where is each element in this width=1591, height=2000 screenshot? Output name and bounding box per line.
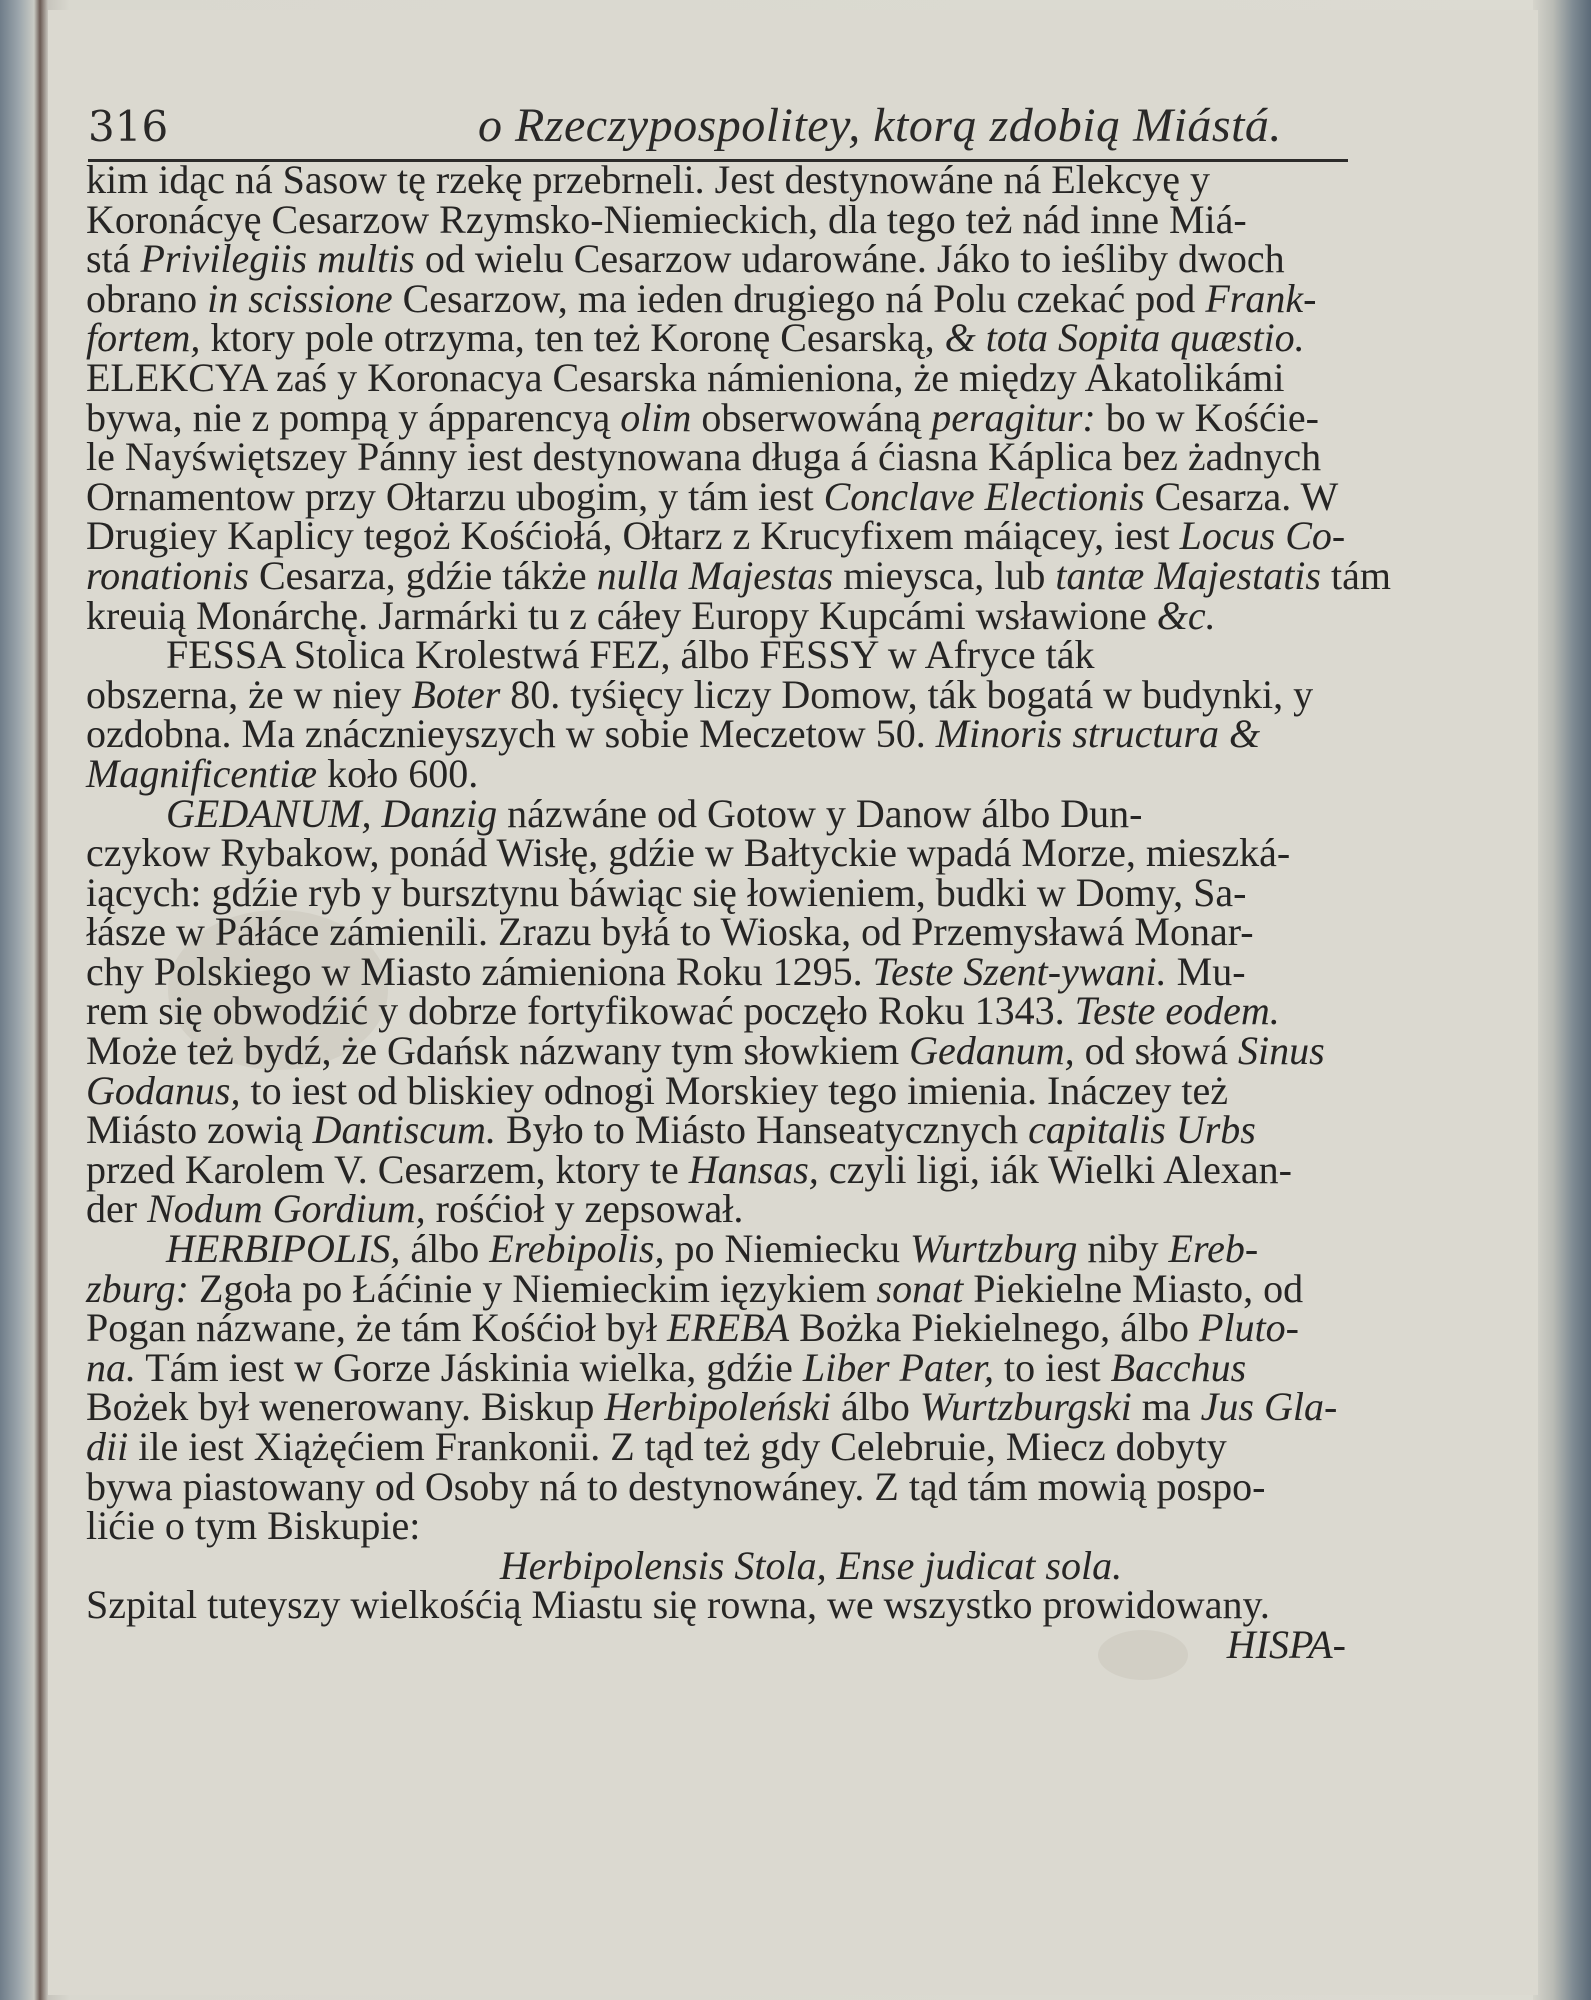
italic-text: Erebipolis, — [489, 1226, 665, 1272]
text-run: rem się obwodźić y dobrze fortyfikować poczęło Roku 1343. — [86, 988, 1075, 1034]
text-line — [86, 1424, 1536, 1469]
body-text — [86, 157, 1536, 1667]
text-line — [86, 750, 1536, 796]
text-run: ma — [1131, 1384, 1201, 1430]
italic-text: Nodum Gordium, — [147, 1186, 426, 1232]
text-run: Piekielne Miasto, od — [963, 1265, 1304, 1311]
text-run: Ornamentow przy Ołtarzu ubogim, y tám iest — [86, 473, 824, 519]
text-line — [86, 552, 1536, 598]
text-line — [86, 790, 1536, 836]
text-run: Drugiey Kaplicy tegoż Kośćiołá, Ołtarz z Krucyfixem máiącey, iest — [86, 513, 1180, 559]
book-page — [48, 10, 1538, 1995]
text-line — [86, 632, 1536, 678]
italic-text: dii — [86, 1424, 129, 1469]
text-line — [86, 830, 1536, 876]
italic-text: & tota Sopita quæstio. — [944, 315, 1305, 361]
catchword: HISPA- — [1226, 1621, 1346, 1667]
text-run: od słowá — [1074, 1028, 1238, 1074]
text-line — [86, 1582, 1536, 1628]
text-run: ELEKCYA zaś y Koronacya Cesarska námieniona, że między Akatolikámi — [86, 354, 1285, 400]
italic-text: olim — [620, 394, 692, 440]
text-line — [86, 592, 1536, 638]
text-line — [86, 1542, 1536, 1588]
text-run — [86, 791, 166, 836]
text-line — [86, 1265, 1536, 1311]
text-line — [86, 513, 1536, 559]
text-run: Mu- — [1166, 948, 1246, 994]
text-line — [86, 1107, 1536, 1153]
text-run: czyli ligi, iák Wielki Alexan- — [818, 1146, 1292, 1192]
text-line — [86, 236, 1536, 282]
italic-text: EREBA — [666, 1305, 790, 1351]
text-run: Tám iest w Gorze Jáskinia wielka, gdźie — [136, 1344, 803, 1390]
text-line — [86, 909, 1536, 955]
italic-text: &c. — [1156, 592, 1216, 638]
italic-text: Boter — [411, 671, 501, 717]
italic-text: zburg: — [86, 1265, 189, 1311]
italic-text: Wurtzburgski — [919, 1384, 1132, 1430]
text-line — [86, 394, 1536, 440]
text-run: Cesarza. W — [1144, 473, 1339, 519]
text-run — [86, 1226, 166, 1271]
text-line — [86, 275, 1536, 321]
text-run: Pogan názwane, że tám Kośćioł był — [86, 1305, 667, 1351]
italic-text: HERBIPOLIS, — [166, 1226, 401, 1272]
text-run: Cesarzow, ma ieden drugiego ná Polu czekać pod — [392, 275, 1206, 321]
text-run: lićie o tym Biskupie: — [86, 1503, 421, 1549]
italic-text: Teste eodem. — [1074, 988, 1280, 1034]
italic-text: Bacchus — [1110, 1344, 1247, 1390]
page-header — [88, 95, 1348, 162]
text-run: Szpital tuteyszy wielkośćią Miastu się rowna, we wszystko prowidowany. — [86, 1582, 1270, 1628]
italic-text: Gedanum, — [909, 1028, 1075, 1074]
italic-text: Locus Co- — [1179, 513, 1346, 559]
italic-text: Wurtzburg — [909, 1226, 1078, 1272]
italic-text: Minoris structura & — [935, 711, 1261, 757]
text-run: Koronácyę Cesarzow Rzymsko-Niemieckich, dla tego też nád inne Miá- — [86, 196, 1247, 242]
text-run: Może też bydź, że Gdańsk názwany tym słowkiem — [86, 1028, 910, 1074]
text-run: to iest — [993, 1344, 1111, 1390]
italic-text: ronationis — [86, 552, 249, 598]
italic-text: Pluto- — [1199, 1305, 1299, 1351]
text-run: ile iest Xiążęćiem Frankonii. Z tąd też gdy Celebruie, Miecz dobyty — [128, 1424, 1227, 1469]
italic-text: Hansas, — [688, 1146, 819, 1192]
text-line — [86, 671, 1536, 717]
italic-text: in scissione — [207, 275, 393, 321]
text-line — [86, 473, 1536, 519]
text-run: Było to Miásto Hanseatycznych — [495, 1107, 1029, 1153]
italic-text: na. — [86, 1344, 136, 1390]
text-line — [86, 1028, 1536, 1074]
page-number: 316 — [88, 102, 169, 151]
text-line — [86, 869, 1536, 915]
italic-text: nulla Majestas — [596, 552, 834, 598]
text-run: iących: gdźie ryb y bursztynu báwiąc się łowieniem, budki w Domy, Sa- — [86, 869, 1247, 915]
text-run: ktory pole otrzyma, ten też Koronę Cesarską, — [200, 315, 945, 361]
text-run: Zgoła po Łáćinie y Niemieckim ięzykiem — [188, 1265, 877, 1311]
text-line — [86, 434, 1536, 480]
italic-text: Jus Gla- — [1200, 1384, 1338, 1430]
running-head: o Rzeczypospolitey, ktorą zdobią Miástá. — [478, 99, 1282, 152]
text-run: bywa, nie z pompą y ápparencyą — [86, 394, 621, 440]
text-run: niby — [1077, 1226, 1169, 1272]
text-line — [86, 988, 1536, 1034]
italic-text: Liber Pater, — [802, 1344, 994, 1390]
italic-text: Conclave Electionis — [823, 473, 1145, 519]
text-line — [86, 1226, 1536, 1272]
italic-text: Privilegiis multis — [140, 236, 415, 282]
text-run: kreuią Monárchę. Jarmárki tu z cáłey Europy Kupcámi wsławione — [86, 592, 1157, 638]
italic-text: sonat — [876, 1265, 964, 1311]
text-line — [86, 1305, 1536, 1351]
text-run: koło 600. — [317, 750, 479, 796]
italic-text: Herbipoleński — [604, 1384, 832, 1430]
text-line — [86, 1463, 1536, 1509]
text-run: Cesarza, gdźie tákże — [249, 552, 597, 598]
text-line — [86, 711, 1536, 757]
text-line — [86, 1503, 1536, 1549]
text-run: chy Polskiego w Miasto zámieniona Roku 1295. — [86, 948, 873, 994]
italic-text: Herbipolensis Stola, Ense judicat sola. — [499, 1542, 1123, 1588]
text-run: mieysca, lub — [833, 552, 1056, 598]
text-run: názwáne od Gotow y Danow álbo Dun- — [497, 790, 1143, 836]
text-line — [86, 1384, 1536, 1430]
text-line — [86, 1344, 1536, 1390]
text-run: 80. tyśięcy liczy Domow, ták bogatá w budynki, y — [500, 671, 1314, 717]
text-line — [86, 315, 1536, 361]
text-run: bo w Kośćie- — [1095, 394, 1319, 440]
text-run: ozdobna. Ma znácznieyszych w sobie Meczetow 50. — [86, 711, 936, 757]
text-run: łásze w Páłáce zámienili. Zrazu byłá to Wioska, od Przemysławá Monar- — [86, 909, 1254, 955]
text-run: Miásto zowią — [86, 1107, 313, 1153]
italic-text: Teste Szent-ywani. — [872, 948, 1167, 994]
italic-text: Sinus — [1237, 1028, 1325, 1074]
text-run: bywa piastowany od Osoby ná to destynowáney. Z tąd tám mowią pospo- — [86, 1463, 1266, 1509]
italic-text: Frank- — [1205, 275, 1317, 321]
text-run: stá — [86, 236, 141, 282]
text-run: od wielu Cesarzow udarowáne. Jáko to ieśliby dwoch — [414, 236, 1285, 282]
text-run: der — [86, 1186, 148, 1232]
italic-text: GEDANUM, Danzig — [166, 790, 498, 836]
text-line — [86, 196, 1536, 242]
italic-text: Dantiscum. — [312, 1107, 496, 1153]
text-run: rośćioł y zepsował. — [425, 1186, 744, 1232]
text-run: obrano — [86, 275, 208, 321]
text-line — [86, 1186, 1536, 1232]
text-line — [86, 1146, 1536, 1192]
text-run: Bożek był wenerowany. Biskup — [86, 1384, 605, 1430]
text-run: le Nayświętszey Pánny iest destynowana długa á ćiasna Káplica bez żadnych — [86, 434, 1322, 480]
italic-text: Ereb- — [1168, 1226, 1259, 1272]
italic-text: tantæ Majestatis — [1055, 552, 1321, 598]
text-run: álbo — [831, 1384, 920, 1430]
text-run: po Niemiecku — [664, 1226, 910, 1272]
italic-text: Magnificentiæ — [86, 750, 318, 796]
text-run: Bożka Piekielnego, álbo — [789, 1305, 1200, 1351]
italic-text: Godanus, — [86, 1067, 241, 1113]
text-run: czykow Rybakow, ponád Wisłę, gdźie w Bałtyckie wpadá Morze, mieszká- — [86, 830, 1291, 876]
text-run: obserwowáną — [691, 394, 932, 440]
text-run: przed Karolem V. Cesarzem, ktory te — [86, 1146, 689, 1192]
italic-text: capitalis Urbs — [1028, 1107, 1256, 1153]
text-line — [86, 157, 1536, 202]
text-line — [86, 354, 1536, 400]
text-line — [86, 1067, 1536, 1113]
text-run: to iest od bliskiey odnogi Morskiey tego imienia. Ináczey też — [240, 1067, 1228, 1113]
text-run: obszerna, że w niey — [86, 671, 412, 717]
italic-text: fortem, — [86, 315, 201, 361]
text-run: tám — [1321, 552, 1391, 598]
text-run: álbo — [400, 1226, 490, 1272]
text-run: FESSA Stolica Krolestwá FEZ, álbo FESSY w Afryce ták — [86, 632, 1095, 678]
book-edge — [1533, 0, 1591, 2000]
text-line — [86, 948, 1536, 994]
italic-text: peragitur: — [931, 394, 1096, 440]
text-run: kim idąc ná Sasow tę rzekę przebrneli. Jest destynowáne ná Elekcyę y — [86, 157, 1211, 202]
